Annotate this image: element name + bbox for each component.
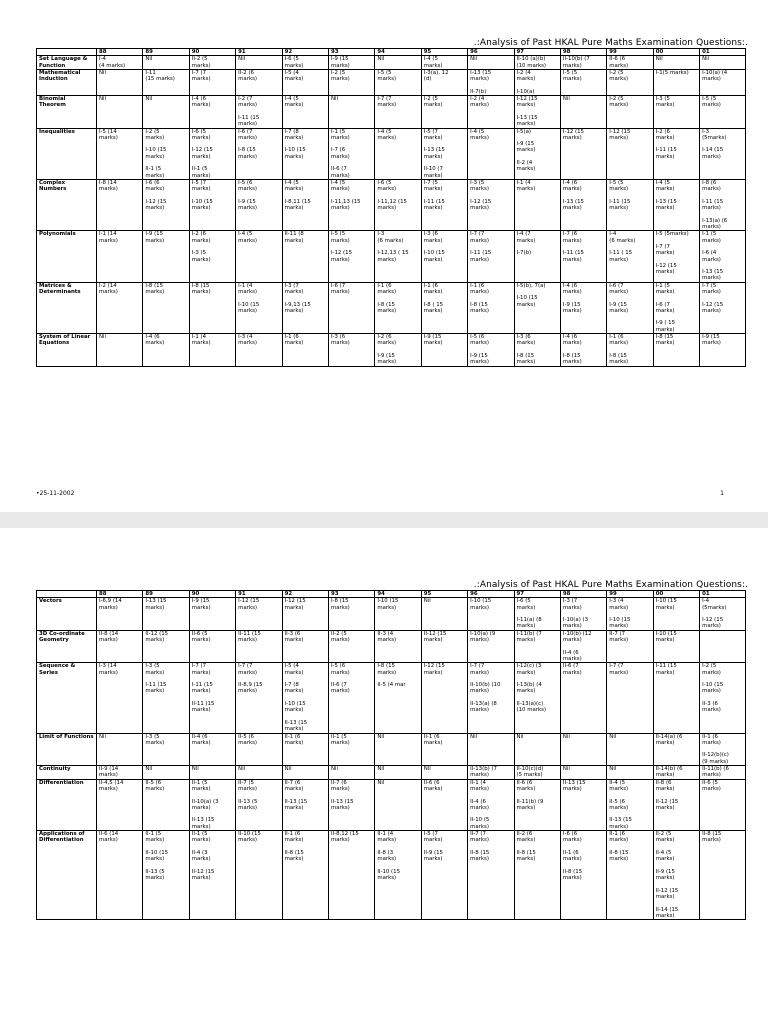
question-cell: I-5 (6 marks) II-6 (7 marks) <box>328 663 374 733</box>
question-cell: II-7 (6 marks) II-13 (15 marks) <box>328 779 374 830</box>
question-cell: I-2 (4 marks) <box>468 96 514 128</box>
header-topic-blank <box>37 591 97 598</box>
question-cell: I-12 (15 marks) <box>236 598 282 630</box>
question-cell: I-4 (5 marks) <box>421 56 467 70</box>
question-cell: II-14(a) (6 marks) <box>653 733 699 765</box>
question-cell <box>700 630 746 662</box>
question-cell: II-8 (15 marks) <box>700 830 746 919</box>
question-cell: I-7 (7 marks) <box>607 663 653 733</box>
question-cell: Nil <box>653 56 699 70</box>
question-cell: Nil <box>328 96 374 128</box>
question-cell: II-2 (6 marks) <box>236 69 282 95</box>
question-cell: Nil <box>97 69 143 95</box>
question-cell: I-5 (5 marks) <box>700 96 746 128</box>
question-cell: II-7 (7 marks) <box>607 630 653 662</box>
question-cell: I-12 (15 marks) <box>560 128 606 179</box>
question-cell: I-5 (7 marks) I-13 (15 marks) II-10 (7 marks) <box>421 128 467 179</box>
year-header: 91 <box>236 49 282 56</box>
question-cell: I-4 (6 marks) I-9 (15 marks) <box>560 282 606 333</box>
question-cell: I-2 (5 marks) I-10 (15 marks) II-3 (6 marks) <box>700 663 746 733</box>
year-header: 95 <box>421 49 467 56</box>
question-cell: I-6 (7 marks) I-9 (15 marks) <box>607 282 653 333</box>
question-cell: I-5 (5 marks) <box>560 69 606 95</box>
topic-cell: Polynomials <box>37 231 97 282</box>
year-header: 00 <box>653 591 699 598</box>
question-cell: II-7 (7 marks) II-8 (15 marks) <box>468 830 514 919</box>
year-header: 95 <box>421 591 467 598</box>
question-cell: I-5(b), 7(a) I-10 (15 marks) <box>514 282 560 333</box>
year-header: 89 <box>143 49 189 56</box>
table-row <box>37 630 746 662</box>
question-cell: I-3 (4 marks) <box>236 334 282 366</box>
question-cell: Nil <box>97 334 143 366</box>
question-cell: I-11 (15 marks) <box>143 69 189 95</box>
question-cell: I-11 (15 marks) <box>653 663 699 733</box>
question-cell: II-10 (15 marks) <box>236 830 282 919</box>
topic-cell: System of Linear Equations <box>37 334 97 366</box>
question-cell: I-5 (4 marks) I-7 (8 marks) I-10 (15 marks) II-13 (15 marks) <box>282 663 328 733</box>
question-cell: I-8 (15 marks) <box>189 282 235 333</box>
question-cell: I-13 (15 marks) II-7(b) <box>468 69 514 95</box>
question-cell: I-10 (15 marks) <box>468 598 514 630</box>
question-cell: II-6 (7 marks) <box>560 663 606 733</box>
question-cell: Nil <box>514 733 560 765</box>
question-cell: Nil <box>97 733 143 765</box>
page-title: .:Analysis of Past HKAL Pure Maths Examination Questions:. <box>473 38 748 48</box>
question-cell: II-11(b) (6 marks) <box>700 766 746 780</box>
table-row <box>37 128 746 179</box>
question-cell: I-2 (6 marks) I-9 (15 marks) <box>375 334 421 366</box>
analysis-table-page-1 <box>36 48 746 367</box>
question-cell: I-1 (14 marks) <box>97 231 143 282</box>
year-header: 01 <box>700 49 746 56</box>
question-cell: II-11 (8 marks) <box>282 231 328 282</box>
question-cell: I-12 (15 marks) <box>607 128 653 179</box>
question-cell: I-4 (6 marks) I-13 (15 marks) <box>560 179 606 230</box>
question-cell: II-4 (6 marks) <box>189 733 235 765</box>
question-cell: I-3 (6 marks) <box>328 334 374 366</box>
topic-cell: Matrices & Determinants <box>37 282 97 333</box>
question-cell: I-4 (5 marks) I-11,13 (15 marks) <box>328 179 374 230</box>
question-cell: Nil <box>375 56 421 70</box>
year-header: 98 <box>560 49 606 56</box>
question-cell: I-4 (6 marks) <box>143 334 189 366</box>
question-cell: II-2 (5 marks) II-4 (5 marks) II-9 (15 marks) II-12 (15 marks) II-14 (15 marks) <box>653 830 699 919</box>
question-cell: I-12(c) (3 marks) I-13(b) (4 marks) II-13(a)(c) (10 marks) <box>514 663 560 733</box>
question-cell: II-7 (5 marks) II-13 (5 marks) <box>236 779 282 830</box>
table-row <box>37 598 746 630</box>
question-cell: II-8 (6 marks) II-12 (15 marks) <box>653 779 699 830</box>
question-cell: I-9 (15 marks) <box>189 598 235 630</box>
question-cell: Nil <box>282 766 328 780</box>
question-cell: I-5 (6 marks) I-9 (15 marks) <box>468 334 514 366</box>
year-header: 93 <box>328 591 374 598</box>
table-body <box>37 598 746 920</box>
question-cell: I-3 (5 marks) <box>143 733 189 765</box>
header-topic-blank <box>37 49 97 56</box>
topic-cell: Mathematical Induction <box>37 69 97 95</box>
question-cell: I-6 (5 marks) <box>282 56 328 70</box>
topic-cell: Sequence & Series <box>37 663 97 733</box>
table-row <box>37 179 746 230</box>
question-cell: I-5 (6 marks) I-9 (15 marks) <box>236 179 282 230</box>
question-cell: I-7 (7 marks) <box>375 96 421 128</box>
topic-cell: Complex Numbers <box>37 179 97 230</box>
table-row <box>37 96 746 128</box>
year-header: 98 <box>560 591 606 598</box>
question-cell: Nil <box>468 56 514 70</box>
question-cell: Nil <box>421 598 467 630</box>
question-cell: I-10 (15 marks) <box>375 598 421 630</box>
question-cell: I-12 (15 marks) I-13 (15 marks) <box>514 96 560 128</box>
question-cell: II-6 (6 marks) <box>607 56 653 70</box>
question-cell: I-3 (6 marks) I-12,13 ( 15 marks) <box>375 231 421 282</box>
question-cell: I-9 (15 marks) <box>143 231 189 282</box>
question-cell: II-3 (6 marks) <box>282 630 328 662</box>
table-body <box>37 56 746 366</box>
question-cell: I-9 (15 marks) <box>700 334 746 366</box>
question-cell: I-3 (5marks) I-14 (15 marks) <box>700 128 746 179</box>
topic-cell: Differentiation <box>37 779 97 830</box>
table-row <box>37 334 746 366</box>
question-cell: I-2 (4 marks) I-10(a) <box>514 69 560 95</box>
year-header: 99 <box>607 49 653 56</box>
question-cell: I-7 (7 marks) II-8,9 (15 marks) <box>236 663 282 733</box>
question-cell: I-8 (14 marks) <box>97 179 143 230</box>
page-number: 1 <box>720 490 724 497</box>
question-cell: II-1 (4 marks) II-4 (6 marks) II-10 (5 marks) <box>468 779 514 830</box>
year-header: 00 <box>653 49 699 56</box>
question-cell: II-11 (15 marks) <box>236 630 282 662</box>
question-cell: I-5 (7 marks) I-10 (15 marks) <box>189 179 235 230</box>
question-cell: II-1 (6 marks) II-12(b)(c) (9 marks) <box>700 733 746 765</box>
footer-date-text: 25-11-2002 <box>39 490 75 497</box>
question-cell: Nil <box>143 766 189 780</box>
question-cell: I-6 (6 marks) I-12 (15 marks) <box>143 179 189 230</box>
table-row <box>37 766 746 780</box>
question-cell: II-2 (5 marks) <box>189 56 235 70</box>
question-cell: II-1 (5 marks) II-10(a) (3 marks) II-13 (15 marks) <box>189 779 235 830</box>
year-header: 88 <box>97 591 143 598</box>
topic-cell: Applications of Differentiation <box>37 830 97 919</box>
question-cell: I-2 (5 marks) <box>421 96 467 128</box>
question-cell: I-4 (5 marks) <box>375 128 421 179</box>
table-row <box>37 733 746 765</box>
question-cell: I-4 (5 marks) <box>236 231 282 282</box>
question-cell: I-4 (4 marks) <box>97 56 143 70</box>
question-cell: I-2 (5 marks) <box>607 69 653 95</box>
question-cell: II-10 (a)(b) (10 marks) <box>514 56 560 70</box>
question-cell: I-8 (15 marks) <box>143 282 189 333</box>
question-cell: I-7 (7 marks) I-11 (15 marks) II-11 (15 marks) <box>189 663 235 733</box>
question-cell: I-10(a) (4 marks) <box>700 69 746 95</box>
question-cell: I-2 (14 marks) <box>97 282 143 333</box>
question-cell: I-4 (5marks) I-12 (15 marks) <box>700 598 746 630</box>
question-cell: I-7 (7 marks) I-11 (15 marks) <box>468 231 514 282</box>
question-cell: II-1 (6 marks) <box>421 733 467 765</box>
question-cell: I-5 (5 marks) <box>375 69 421 95</box>
question-cell: I-6 (5 marks) I-11,12 (15 marks) <box>375 179 421 230</box>
question-cell: II-10(c)(d) (5 marks) <box>514 766 560 780</box>
topic-cell: Set Language & Function <box>37 56 97 70</box>
question-cell: I-7 (7 marks) II-10(b) (10 marks) II-13(a) (8 marks) <box>468 663 514 733</box>
topic-cell: Limit of Functions <box>37 733 97 765</box>
question-cell: I-5 (5 marks) I-12 (15 marks) <box>328 231 374 282</box>
question-cell: Nil <box>607 766 653 780</box>
year-header: 01 <box>700 591 746 598</box>
question-cell: Nil <box>560 766 606 780</box>
question-cell: II-13(b) (7 marks) <box>468 766 514 780</box>
question-cell: I-5 (7 marks) II-9 (15 marks) <box>421 830 467 919</box>
question-cell: I-2 (5 marks) <box>328 69 374 95</box>
question-cell: I-7 (6 marks) I-11 (15 marks) <box>560 231 606 282</box>
table-row <box>37 663 746 733</box>
question-cell: I-5(a) I-9 (15 marks) II-2 (4 marks) <box>514 128 560 179</box>
question-cell: I-1 (6 marks) <box>282 334 328 366</box>
year-header: 89 <box>143 591 189 598</box>
question-cell: I-1 (5 marks) I-7 (6 marks) II-6 (7 marks) <box>328 128 374 179</box>
question-cell: Nil <box>375 766 421 780</box>
question-cell: I-8 (15 marks) <box>653 334 699 366</box>
question-cell: I-4 (5 marks) <box>282 96 328 128</box>
year-header: 92 <box>282 591 328 598</box>
question-cell: I-1 (4 marks) <box>189 334 235 366</box>
question-cell: I-9 (15 marks) <box>328 56 374 70</box>
question-cell: II-6 (5 marks) <box>700 779 746 830</box>
question-cell: II-1 (5 marks) <box>328 733 374 765</box>
question-cell: I-5 (5 marks) I-11 (15 marks) <box>607 179 653 230</box>
table-row <box>37 282 746 333</box>
topic-cell: Binomial Theorem <box>37 96 97 128</box>
question-cell: II-6 (14 marks) <box>97 830 143 919</box>
question-cell: I-11(b) (7 marks) <box>514 630 560 662</box>
question-cell: I-3 (4 marks) I-10 (15 marks) <box>607 598 653 630</box>
question-cell: I-1 (6 marks) I-8 (15 marks) <box>468 282 514 333</box>
question-cell: I-3 (6 marks) I-10 (15 marks) <box>421 231 467 282</box>
question-cell: Nil <box>236 56 282 70</box>
question-cell: II-13 (15 marks) <box>560 779 606 830</box>
year-header: 90 <box>189 49 235 56</box>
topic-cell: 3D Co-ordinate Geometry <box>37 630 97 662</box>
question-cell: Nil <box>421 766 467 780</box>
table-row <box>37 69 746 95</box>
question-cell: II-10(b) (7 marks) <box>560 56 606 70</box>
question-cell: Nil <box>328 766 374 780</box>
question-cell: II-5 (6 marks) <box>143 779 189 830</box>
year-header: 97 <box>514 591 560 598</box>
year-header-row <box>37 591 746 598</box>
question-cell: I-13 (15 marks) <box>143 598 189 630</box>
question-cell: I-4 (5 marks) I-13 (15 marks) <box>653 179 699 230</box>
question-cell: Nil <box>189 766 235 780</box>
question-cell: Nil <box>468 733 514 765</box>
year-header: 91 <box>236 591 282 598</box>
question-cell: Nil <box>560 733 606 765</box>
question-cell: II-6 (5 marks) <box>189 630 235 662</box>
question-cell: I-10(a) (9 marks) <box>468 630 514 662</box>
question-cell: I-7 (7 marks) <box>189 69 235 95</box>
question-cell: Nil <box>560 96 606 128</box>
question-cell: I-2 (5 marks) I-10 (15 marks) II-1 (5 marks) <box>143 128 189 179</box>
page-title: .:Analysis of Past HKAL Pure Maths Examination Questions:. <box>473 580 748 590</box>
question-cell: II-6 (6 marks) II-11(b) (9 marks) <box>514 779 560 830</box>
question-cell: II-4 (5 marks) II-5 (6 marks) II-13 (15 marks) <box>607 779 653 830</box>
year-header: 96 <box>468 591 514 598</box>
question-cell: I-5 (14 marks) <box>97 128 143 179</box>
question-cell: Nil <box>700 56 746 70</box>
page-2 <box>0 528 768 1024</box>
question-cell: Nil <box>607 733 653 765</box>
table-row <box>37 231 746 282</box>
year-header: 96 <box>468 49 514 56</box>
question-cell: Nil <box>375 779 421 830</box>
question-cell: II-14(b) (6 marks) <box>653 766 699 780</box>
question-cell: I-8 (15 marks) <box>328 598 374 630</box>
question-cell: I-4 (5 marks) I-8,11 (15 marks) <box>282 179 328 230</box>
year-header: 97 <box>514 49 560 56</box>
question-cell: I-6 (7 marks) I-8 (15 marks) <box>236 128 282 179</box>
question-cell: I-5 (5marks) I-7 (7 marks) I-12 (15 marks) <box>653 231 699 282</box>
question-cell: I-6 (6 marks) II-1 (6 marks) II-8 (15 marks) <box>560 830 606 919</box>
question-cell: I-7 (8 marks) I-10 (15 marks) <box>282 128 328 179</box>
question-cell: II-8 (14 marks) <box>97 630 143 662</box>
question-cell: I-7 (5 marks) I-11 (15 marks) <box>421 179 467 230</box>
question-cell: II-4,5 (14 marks) <box>97 779 143 830</box>
year-header: 90 <box>189 591 235 598</box>
question-cell: I-4 (6 marks) I-11 ( 15 marks) <box>607 231 653 282</box>
question-cell: I-6,9 (14 marks) <box>97 598 143 630</box>
question-cell: I-1(5 marks) <box>653 69 699 95</box>
question-cell: I-12 (15 marks) <box>282 598 328 630</box>
table-row <box>37 779 746 830</box>
question-cell: I-1 (4 marks) I-10 (15 marks) <box>236 282 282 333</box>
question-cell: I-10 (15 marks) <box>653 630 699 662</box>
question-cell: I-4 (7 marks) I-7(b) <box>514 231 560 282</box>
year-header: 93 <box>328 49 374 56</box>
question-cell: I-2 (6 marks) I-3 (5 marks) <box>189 231 235 282</box>
question-cell: I-3 (5 marks) I-12 (15 marks) <box>468 179 514 230</box>
question-cell: I-8 (15 marks) II-5 (4 mar <box>375 663 421 733</box>
question-cell: II-12 (15 marks) <box>421 630 467 662</box>
question-cell: I-12 (15 marks) <box>421 663 467 733</box>
year-header-row <box>37 49 746 56</box>
question-cell: I-3 (7 marks) I-10(a) (3 marks) <box>560 598 606 630</box>
question-cell: I-1 (5 marks) I-6 (4 marks) I-13 (15 marks) <box>700 231 746 282</box>
topic-cell: Continuity <box>37 766 97 780</box>
question-cell: II-6 (6 marks) <box>421 779 467 830</box>
question-cell: I-4 (6 marks) I-8 (15 marks) <box>560 334 606 366</box>
question-cell: II-1 (4 marks) II-8 (3 marks) II-10 (15 marks) <box>375 830 421 919</box>
question-cell: I-3 (6 marks) I-8 (15 marks) <box>514 334 560 366</box>
question-cell: I-6 (5 marks) I-12 (15 marks) II-1 (5 marks) <box>189 128 235 179</box>
question-cell: I-7 (5 marks) I-12 (15 marks) <box>700 282 746 333</box>
question-cell: II-7 (6 marks) II-13 (15 marks) <box>282 779 328 830</box>
question-cell: II-1 (5 marks) II-10 (15 marks) II-13 (5 marks) <box>143 830 189 919</box>
question-cell: II-2 (6 marks) II-8 (15 marks) <box>514 830 560 919</box>
question-cell: I-6 (7 marks) <box>328 282 374 333</box>
question-cell: I-1 (6 marks) I-8 (15 marks) <box>607 334 653 366</box>
question-cell: II-2 (5 marks) <box>328 630 374 662</box>
question-cell: I-3 (5 marks) I-11 (15 marks) <box>143 663 189 733</box>
question-cell: I-3 (7 marks) I-9,13 (15 marks) <box>282 282 328 333</box>
question-cell: I-2 (6 marks) I-11 (15 marks) <box>653 128 699 179</box>
table-row <box>37 830 746 919</box>
question-cell: I-10 (15 marks) <box>653 598 699 630</box>
question-cell: I-2 (5 marks) <box>607 96 653 128</box>
question-cell: I-9 (15 marks) <box>421 334 467 366</box>
question-cell: II-12 (15 marks) <box>143 630 189 662</box>
question-cell: I-1 (5 marks) I-6 (7 marks) I-9 ( 15 marks) <box>653 282 699 333</box>
question-cell: I-10(b) (12 marks) II-4 (6 marks) <box>560 630 606 662</box>
year-header: 88 <box>97 49 143 56</box>
year-header: 99 <box>607 591 653 598</box>
question-cell: Nil <box>143 56 189 70</box>
question-cell: II-1 (6 marks) <box>282 733 328 765</box>
question-cell: I-8 (6 marks) I-11 (15 marks) I-13(a) (6 marks) <box>700 179 746 230</box>
year-header: 92 <box>282 49 328 56</box>
question-cell: I-3 (14 marks) <box>97 663 143 733</box>
question-cell: I-4 (5 marks) <box>468 128 514 179</box>
topic-cell: Vectors <box>37 598 97 630</box>
question-cell: II-5 (6 marks) <box>236 733 282 765</box>
table-row <box>37 56 746 70</box>
year-header: 94 <box>375 49 421 56</box>
analysis-table-page-2 <box>36 590 746 920</box>
question-cell: II-3 (4 marks) <box>375 630 421 662</box>
topic-cell: Inequalities <box>37 128 97 179</box>
question-cell: I-3(a), 12 (d) <box>421 69 467 95</box>
footer-date: •25-11-2002 <box>36 490 75 497</box>
question-cell: Nil <box>236 766 282 780</box>
year-header: 94 <box>375 591 421 598</box>
question-cell: II-1 (6 marks) II-8 (15 marks) <box>607 830 653 919</box>
question-cell: II-9 (14 marks) <box>97 766 143 780</box>
question-cell: I-1 (4 marks) <box>514 179 560 230</box>
question-cell: II-1 (5 marks) II-4 (3 marks) II-12 (15 marks) <box>189 830 235 919</box>
question-cell: Nil <box>143 96 189 128</box>
question-cell: I-1 (6 marks) I-8 ( 15 marks) <box>421 282 467 333</box>
question-cell: I-2 (7 marks) I-11 (15 marks) <box>236 96 282 128</box>
question-cell: I-3 (5 marks) <box>653 96 699 128</box>
question-cell: II-8,12 (15 marks) <box>328 830 374 919</box>
question-cell: I-4 (6 marks) <box>189 96 235 128</box>
question-cell: I-1 (6 marks) I-8 (15 marks) <box>375 282 421 333</box>
question-cell: Nil <box>375 733 421 765</box>
question-cell: Nil <box>97 96 143 128</box>
question-cell: I-5 (4 marks) <box>282 69 328 95</box>
question-cell: II-1 (6 marks) II-8 (15 marks) <box>282 830 328 919</box>
question-cell: I-6 (5 marks) I-11(a) (8 marks) <box>514 598 560 630</box>
